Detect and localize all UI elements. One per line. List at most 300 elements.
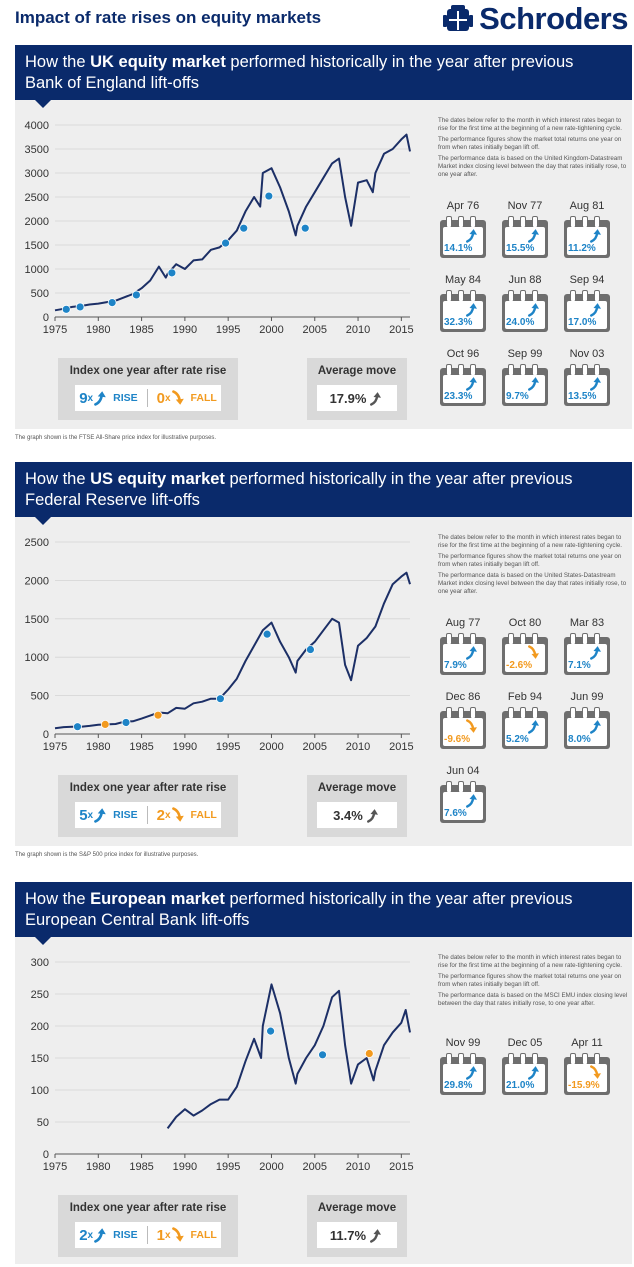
eu-calendars (438, 1037, 628, 1117)
x-tick-label: 2015 (389, 324, 414, 336)
calendar-value: 8.0% (568, 734, 591, 745)
calendar-page (505, 644, 545, 672)
x-tick-label: 1980 (86, 1161, 111, 1173)
calendar-icon (440, 1057, 486, 1095)
calendar-page (567, 1064, 607, 1092)
eu-index-title: Index one year after rate rise (69, 1202, 227, 1214)
fall-group-count: 2 (156, 806, 165, 824)
calendar-date: Mar 83 (569, 617, 605, 629)
rise-group-label: RISE (113, 809, 138, 821)
rise-group-count: 2 (79, 1226, 88, 1244)
y-tick-label: 300 (30, 957, 49, 969)
eu-section (15, 882, 632, 1264)
us-section (15, 462, 632, 846)
calendar-arrow (465, 1065, 480, 1085)
y-tick-label: 2500 (24, 192, 49, 204)
eu-notes (438, 954, 628, 1011)
calendar-arrow (589, 1065, 604, 1085)
eu-average-title: Average move (317, 1202, 397, 1214)
arrow-up-icon (527, 228, 542, 243)
arrow-up-icon (465, 645, 480, 660)
calendar-card (500, 200, 550, 260)
us-note-3: The performance data is based on the United States-Datastream Market index closing level between the day that rates initially rose, to one year after. (438, 572, 627, 595)
calendar-icon (502, 294, 548, 332)
rise-group (79, 390, 137, 407)
calendar-arrow (589, 719, 604, 739)
calendar-arrow (589, 302, 604, 322)
calendar-icon (564, 1057, 610, 1095)
y-tick-label: 1000 (24, 264, 49, 276)
eu-index-box (58, 1195, 238, 1257)
calendar-page (567, 718, 607, 746)
uk-calendars (438, 200, 628, 420)
calendar-date: Dec 05 (507, 1037, 543, 1049)
eu-note-2: The performance figures show the market total returns one year on from when rates initially began lift off. (438, 973, 622, 988)
x-tick-label: 1995 (215, 1161, 241, 1173)
rate-rise-marker (240, 224, 248, 232)
x-tick-label: 1985 (129, 1161, 154, 1173)
y-tick-label: 250 (30, 989, 49, 1001)
calendar-date: Jun 88 (508, 274, 542, 286)
fall-group-count: 1 (156, 1226, 165, 1244)
calendar-value: -2.6% (506, 660, 533, 671)
rise-group-label: RISE (113, 1229, 138, 1241)
x-tick-label: 1985 (129, 324, 154, 336)
calendar-icon (440, 294, 486, 332)
calendar-value: 23.3% (444, 391, 473, 402)
eu-heading-line2: European Central Bank lift-offs (25, 911, 250, 929)
y-tick-label: 500 (30, 690, 49, 703)
calendar-icon (502, 368, 548, 406)
calendar-date: Aug 81 (569, 200, 605, 212)
calendar-card (562, 274, 612, 334)
y-tick-label: 150 (30, 1053, 49, 1065)
calendar-icon (564, 368, 610, 406)
arrow-up-icon (527, 302, 542, 317)
arrow-up-icon (465, 228, 480, 243)
eu-note-3: The performance data is based on the MSCI EMU index closing level between the day that rates initially rose, to one year after. (438, 992, 628, 1007)
us-chart (15, 534, 425, 759)
divider (147, 389, 148, 407)
eu-average-box (307, 1195, 407, 1257)
arrow-down-icon (527, 645, 542, 660)
rate-rise-marker (74, 723, 82, 731)
average-arrow-icon (369, 391, 384, 406)
rate-rise-marker (267, 1027, 275, 1035)
us-calendars (438, 617, 628, 837)
arrow-up-icon (93, 807, 109, 823)
average-value: 11.7% (329, 1227, 367, 1243)
y-tick-label: 50 (36, 1117, 49, 1129)
calendar-icon (440, 785, 486, 823)
crest-icon (441, 3, 475, 35)
calendar-card (500, 348, 550, 408)
calendar-date: Nov 99 (445, 1037, 481, 1049)
arrow-up-icon (589, 719, 604, 734)
calendar-value: 9.7% (506, 391, 529, 402)
rate-rise-marker (365, 1050, 373, 1058)
calendar-card (438, 691, 488, 751)
uk-notes (438, 117, 628, 182)
x-tick-label: 1975 (42, 324, 68, 336)
x-tick-label: 2010 (345, 741, 371, 753)
us-average-box (307, 775, 407, 837)
x-tick-label: 2000 (259, 324, 284, 336)
y-tick-label: 1500 (24, 240, 49, 252)
rise-group (79, 1227, 137, 1244)
brand-name: Schroders (479, 1, 628, 36)
calendar-page (443, 375, 483, 403)
y-tick-label: 0 (42, 1149, 49, 1161)
rate-rise-marker (301, 224, 309, 232)
x-tick-label: 2000 (259, 1161, 284, 1173)
calendar-arrow (527, 228, 542, 248)
y-tick-label: 4000 (24, 120, 49, 132)
arrow-down-icon (465, 719, 480, 734)
calendar-page (443, 301, 483, 329)
calendar-value: 7.1% (568, 660, 591, 671)
calendar-page (567, 375, 607, 403)
calendar-page (443, 718, 483, 746)
calendar-card (562, 691, 612, 751)
x-tick-label: 1990 (172, 1161, 198, 1173)
average-arrow-icon (366, 808, 381, 823)
us-index-box (58, 775, 238, 837)
calendar-date: Apr 76 (446, 200, 480, 212)
average-value: 17.9% (329, 390, 367, 406)
calendar-value: -15.9% (568, 1080, 600, 1091)
calendar-page (443, 227, 483, 255)
eu-heading-post: performed historically in the year after previous (224, 890, 573, 908)
calendar-value: -9.6% (444, 734, 471, 745)
y-tick-label: 3500 (24, 144, 49, 156)
calendar-page (567, 644, 607, 672)
eu-note-1: The dates below refer to the month in which interest rates began to rise for the first time at the beginning of a new rate-tightening cycle. (438, 954, 623, 969)
arrow-up-icon (93, 390, 109, 406)
calendar-date: Apr 11 (571, 1037, 603, 1049)
calendar-page (505, 1064, 545, 1092)
rise-group-multiplier: x (87, 1229, 94, 1241)
rate-rise-marker (62, 305, 70, 313)
rate-rise-marker (76, 303, 84, 311)
rate-rise-marker (168, 269, 176, 277)
calendar-icon (564, 294, 610, 332)
calendar-icon (564, 637, 610, 675)
calendar-page (443, 644, 483, 672)
y-tick-label: 500 (30, 288, 49, 300)
y-tick-label: 0 (42, 729, 49, 741)
arrow-down-icon (171, 807, 187, 823)
rate-rise-marker (216, 695, 224, 703)
calendar-value: 15.5% (506, 243, 535, 254)
fall-group-label: FALL (190, 392, 217, 404)
rate-rise-marker (122, 718, 130, 726)
us-note-1: The dates below refer to the month in which interest rates began to rise for the first time at the beginning of a new rate-tightening cycle. (438, 534, 623, 549)
x-tick-label: 1995 (215, 741, 241, 753)
arrow-up-icon (465, 793, 480, 808)
uk-index-title: Index one year after rate rise (69, 365, 227, 377)
calendar-value: 13.5% (568, 391, 597, 402)
x-tick-label: 2015 (389, 1161, 414, 1173)
calendar-card (438, 765, 488, 825)
y-tick-label: 0 (42, 312, 49, 324)
arrow-up-icon (465, 1065, 480, 1080)
uk-note-2: The performance figures show the market total returns one year on from when rates initially began lift off. (438, 136, 622, 151)
calendar-date: Jun 04 (446, 765, 480, 777)
us-average-title: Average move (317, 782, 397, 794)
uk-index-box (58, 358, 238, 420)
calendar-arrow (527, 719, 542, 739)
calendar-arrow (527, 645, 542, 665)
fall-group (157, 807, 217, 824)
us-index-values (75, 802, 221, 828)
calendar-value: 5.2% (506, 734, 529, 745)
eu-counts (75, 1222, 221, 1248)
arrow-up-icon (589, 302, 604, 317)
calendar-value: 24.0% (506, 317, 535, 328)
y-tick-label: 3000 (24, 168, 49, 180)
calendar-icon (440, 711, 486, 749)
calendar-icon (564, 220, 610, 258)
calendar-date: Jun 99 (570, 691, 604, 703)
series-line (168, 984, 410, 1128)
calendar-arrow (589, 228, 604, 248)
calendar-card (562, 617, 612, 677)
calendar-icon (502, 1057, 548, 1095)
calendar-arrow (589, 645, 604, 665)
x-tick-label: 1990 (172, 324, 198, 336)
arrow-up-icon (527, 1065, 542, 1080)
us-index-title: Index one year after rate rise (69, 782, 227, 794)
calendar-icon (502, 637, 548, 675)
uk-footnote: The graph shown is the FTSE All-Share price index for illustrative purposes. (15, 435, 217, 441)
calendar-value: 7.6% (444, 808, 467, 819)
fall-group-multiplier: x (164, 392, 171, 404)
calendar-icon (502, 220, 548, 258)
calendar-icon (440, 220, 486, 258)
us-average-value-box (317, 802, 397, 828)
x-tick-label: 1975 (42, 1161, 68, 1173)
calendar-card (438, 617, 488, 677)
rise-group-multiplier: x (87, 809, 94, 821)
rise-group-label: RISE (113, 392, 138, 404)
x-tick-label: 2000 (259, 741, 284, 753)
fall-group-multiplier: x (164, 809, 171, 821)
uk-heading (15, 45, 632, 100)
x-tick-label: 1975 (42, 741, 68, 753)
uk-average-box (307, 358, 407, 420)
rise-group-multiplier: x (87, 392, 94, 404)
rise-group-count: 9 (79, 389, 88, 407)
rate-rise-marker (222, 239, 230, 247)
y-tick-label: 1000 (24, 652, 49, 665)
calendar-page (443, 792, 483, 820)
calendar-card (438, 200, 488, 260)
calendar-page (505, 718, 545, 746)
us-notes (438, 534, 628, 599)
rate-rise-marker (154, 711, 162, 719)
eu-chart-svg (15, 954, 425, 1179)
us-note-2: The performance figures show the market total returns one year on from when rates initially began lift off. (438, 553, 622, 568)
us-counts (75, 802, 221, 828)
x-tick-label: 1985 (129, 741, 154, 753)
calendar-value: 29.8% (444, 1080, 473, 1091)
calendar-arrow (465, 376, 480, 396)
calendar-date: Oct 96 (446, 348, 480, 360)
calendar-icon (564, 711, 610, 749)
calendar-value: 32.3% (444, 317, 473, 328)
eu-heading-bold: European market (90, 890, 225, 908)
rate-rise-marker (319, 1051, 327, 1059)
series-line (55, 573, 410, 729)
y-tick-label: 2000 (24, 575, 49, 588)
fall-group (157, 390, 217, 407)
us-heading-bold: US equity market (90, 470, 225, 488)
arrow-up-icon (93, 1227, 109, 1243)
calendar-date: Aug 77 (445, 617, 481, 629)
rate-rise-marker (101, 720, 109, 728)
uk-heading-line2: Bank of England lift-offs (25, 74, 199, 92)
us-chart-svg (15, 534, 425, 759)
x-tick-label: 2005 (302, 324, 327, 336)
brand-logo (441, 2, 628, 36)
y-tick-label: 1500 (24, 613, 49, 626)
calendar-value: 17.0% (568, 317, 597, 328)
calendar-date: Feb 94 (507, 691, 543, 703)
calendar-page (443, 1064, 483, 1092)
x-tick-label: 1980 (86, 324, 111, 336)
rate-rise-marker (306, 646, 314, 654)
x-tick-label: 2005 (302, 1161, 327, 1173)
top-bar (0, 0, 634, 40)
arrow-up-icon (527, 719, 542, 734)
calendar-icon (440, 368, 486, 406)
calendar-card (500, 691, 550, 751)
page-title: Impact of rate rises on equity markets (15, 8, 322, 27)
arrow-up-icon (589, 645, 604, 660)
rise-group-count: 5 (79, 806, 88, 824)
arrow-up-icon (465, 302, 480, 317)
calendar-arrow (527, 1065, 542, 1085)
eu-heading (15, 882, 632, 937)
fall-group-label: FALL (190, 809, 217, 821)
us-heading-pre: How the (25, 470, 91, 488)
us-heading (15, 462, 632, 517)
uk-heading-post: performed historically in the year after previous (225, 53, 574, 71)
calendar-card (500, 617, 550, 677)
y-tick-label: 2000 (24, 216, 49, 228)
calendar-date: May 84 (444, 274, 482, 286)
arrow-up-icon (527, 376, 542, 391)
average-value: 3.4% (333, 807, 363, 823)
arrow-up-icon (589, 376, 604, 391)
calendar-arrow (465, 719, 480, 739)
divider (147, 1226, 148, 1244)
arrow-up-icon (589, 228, 604, 243)
calendar-icon (440, 637, 486, 675)
calendar-page (567, 227, 607, 255)
uk-chart (15, 117, 425, 342)
calendar-value: 14.1% (444, 243, 473, 254)
calendar-date: Sep 99 (507, 348, 543, 360)
average-arrow-icon (369, 1228, 384, 1243)
arrow-down-icon (171, 1227, 187, 1243)
calendar-card (500, 1037, 550, 1097)
rate-rise-marker (263, 630, 271, 638)
calendar-date: Oct 80 (508, 617, 542, 629)
calendar-date: Nov 03 (569, 348, 605, 360)
calendar-page (567, 301, 607, 329)
arrow-down-icon (589, 1065, 604, 1080)
calendar-arrow (589, 376, 604, 396)
calendar-arrow (465, 302, 480, 322)
calendar-value: 21.0% (506, 1080, 535, 1091)
eu-index-values (75, 1222, 221, 1248)
uk-index-values (75, 385, 221, 411)
us-footnote: The graph shown is the S&P 500 price index for illustrative purposes. (15, 852, 199, 858)
x-tick-label: 2010 (345, 324, 371, 336)
calendar-page (505, 301, 545, 329)
eu-chart (15, 954, 425, 1179)
fall-group-count: 0 (156, 389, 165, 407)
rate-rise-marker (108, 299, 116, 307)
calendar-arrow (465, 228, 480, 248)
calendar-card (562, 1037, 612, 1097)
calendar-date: Nov 77 (507, 200, 543, 212)
fall-group-label: FALL (190, 1229, 217, 1241)
eu-heading-pre: How the (25, 890, 91, 908)
calendar-card (562, 200, 612, 260)
arrow-down-icon (171, 390, 187, 406)
calendar-page (505, 227, 545, 255)
rise-group (79, 807, 137, 824)
calendar-card (438, 274, 488, 334)
uk-note-1: The dates below refer to the month in which interest rates began to rise for the first time at the beginning of a new rate-tightening cycle. (438, 117, 623, 132)
us-heading-line2: Federal Reserve lift-offs (25, 491, 200, 509)
x-tick-label: 2015 (389, 741, 414, 753)
calendar-date: Sep 94 (569, 274, 605, 286)
rate-rise-marker (132, 291, 140, 299)
calendar-date: Dec 86 (445, 691, 481, 703)
x-tick-label: 2010 (345, 1161, 371, 1173)
fall-group (157, 1227, 217, 1244)
calendar-card (500, 274, 550, 334)
uk-section (15, 45, 632, 429)
uk-heading-pre: How the (25, 53, 91, 71)
uk-heading-bold: UK equity market (90, 53, 226, 71)
x-tick-label: 1995 (215, 324, 241, 336)
uk-counts (75, 385, 221, 411)
calendar-value: 11.2% (568, 243, 596, 254)
series-line (55, 135, 410, 311)
x-tick-label: 2005 (302, 741, 327, 753)
uk-average-value-box (317, 385, 397, 411)
calendar-arrow (527, 376, 542, 396)
calendar-card (438, 348, 488, 408)
calendar-card (438, 1037, 488, 1097)
uk-chart-svg (15, 117, 425, 342)
arrow-up-icon (465, 376, 480, 391)
calendar-arrow (465, 645, 480, 665)
fall-group-multiplier: x (164, 1229, 171, 1241)
y-tick-label: 2500 (24, 537, 49, 549)
calendar-icon (502, 711, 548, 749)
x-tick-label: 1980 (86, 741, 111, 753)
y-tick-label: 100 (30, 1085, 49, 1097)
divider (147, 806, 148, 824)
rate-rise-marker (265, 192, 273, 200)
uk-average-title: Average move (317, 365, 397, 377)
